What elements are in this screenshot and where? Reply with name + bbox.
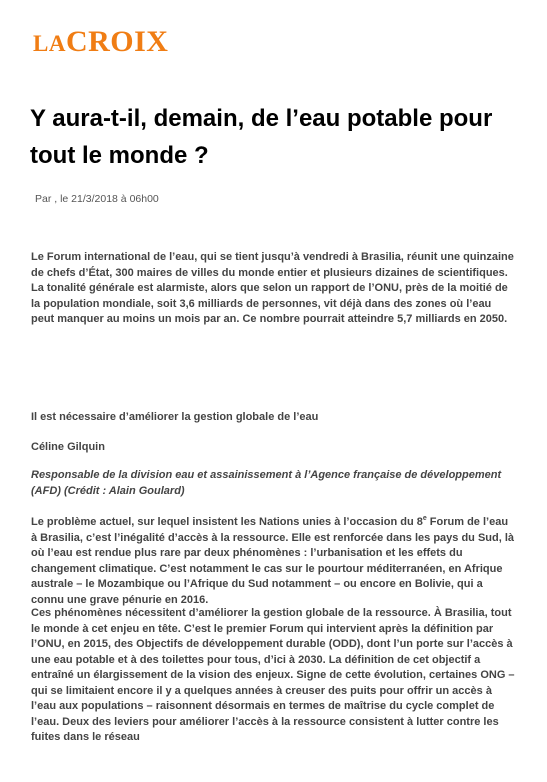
la-croix-logo[interactable] xyxy=(33,27,168,57)
body-paragraph-1 xyxy=(31,515,516,608)
article-title: Y aura-t-il, demain, de l’eau potable pour tout le monde ? xyxy=(30,105,493,169)
logo-croix: CROIX xyxy=(65,25,169,58)
author-name: Céline Gilquin xyxy=(31,441,105,453)
body-paragraph-1-start: Le problème actuel, sur lequel insistent les Nations unies à l’occasion du 8 xyxy=(31,516,423,528)
body-paragraph-2: Ces phénomènes nécessitent d’améliorer la gestion globale de la ressource. À Brasilia, tout le monde à cet enjeu en tête. C’est le premier Forum qui intervient après la définition par l’ONU, en 2015, des Objectifs de développement durable (ODD), dont l’un porte sur l’accès à une eau potable et à des toilettes pour tous, d’ici à 2030. La définition de cet objectif a entraîné un élargissement de la vision des enjeux. Signe de cette évolution, certaines ONG – qui se limitaient encore il y a quelques années à creuser des puits pour offrir un accès à l’eau aux populations – raisonnent désormais en termes de maîtrise du cycle complet de l’eau. Deux des leviers pour améliorer l’accès à la ressource consistent à lutter contre les fuites dans le réseau xyxy=(31,607,515,743)
body-paragraph-1-end: Forum de l’eau à Brasilia, c’est l’inégalité d’accès à la ressource. Elle est renforcée dans les pays du Sud, là où l’eau est rendue plus rare par deux phénomènes : l’urbanisation et les effets du changement climatique. C’est notamment le cas sur le pourtour méditerranéen, en Afrique australe – le Mozambique ou l’Afrique du Sud notamment – ou encore en Bolivie, qui a connu une grave pénurie en 2016. xyxy=(31,516,515,606)
logo-la: LA xyxy=(33,31,66,56)
article-lead: Le Forum international de l’eau, qui se tient jusqu’à vendredi à Brasilia, réunit une quinzaine de chefs d’État, 300 maires de villes du monde entier et plusieurs dizaines de scientifiques. La tonalité générale est alarmiste, alors que selon un rapport de l’ONU, près de la moitié de la population mondiale, soit 3,6 milliards de personnes, vit déjà dans des zones où l’eau peut manquer au moins un mois par an. Ce nombre pourrait atteindre 5,7 milliards en 2050. xyxy=(31,251,514,325)
section-subhead: Il est nécessaire d’améliorer la gestion globale de l’eau xyxy=(31,411,319,423)
ordinal-superscript: e xyxy=(422,515,427,522)
article-byline: Par , le 21/3/2018 à 06h00 xyxy=(35,193,159,205)
author-caption: Responsable de la division eau et assainissement à l’Agence française de développement (AFD) (Crédit : Alain Goulard) xyxy=(31,469,502,497)
